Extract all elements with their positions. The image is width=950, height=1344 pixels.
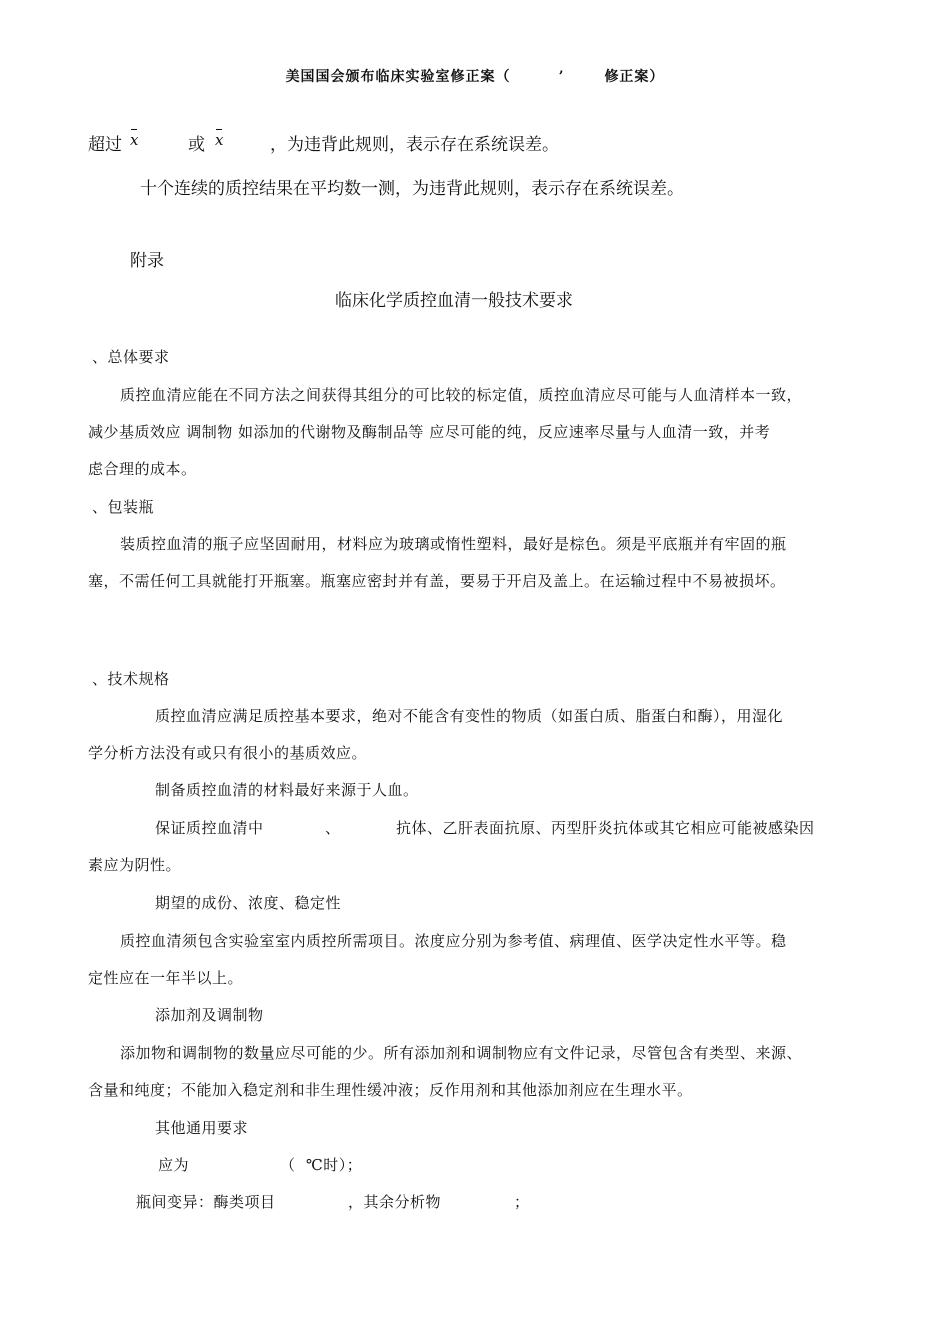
header-title: 美国国会颁布临床实验室修正案（ bbox=[285, 69, 511, 85]
x-bar-symbol-2: x bbox=[215, 131, 224, 149]
rule-line-1-prefix: 超过 bbox=[88, 135, 122, 155]
section1-line: 虑合理的成本。 bbox=[88, 460, 197, 478]
section3-p1-line: 学分析方法没有或只有很小的基质效应。 bbox=[88, 744, 368, 762]
rule-line-2: 十个连续的质控结果在平均数一测，为违背此规则，表示存在系统误差。 bbox=[140, 179, 684, 199]
section-heading-general: 、总体要求 bbox=[92, 348, 170, 366]
header-title-end: 修正案） bbox=[604, 69, 665, 85]
bullet2-text-b: ，其余分析物 bbox=[348, 1193, 442, 1211]
section3-p3-a: 保证质控血清中 bbox=[155, 819, 264, 837]
subsection-heading-general-reqs: 其他通用要求 bbox=[155, 1119, 249, 1137]
header-quote: ’ bbox=[558, 69, 565, 85]
section2-line: 装质控血清的瓶子应坚固耐用，材料应为玻璃或惰性塑料，最好是棕色。须是平底瓶并有牢固的瓶 bbox=[120, 535, 787, 553]
section1-line: 质控血清应能在不同方法之间获得其组分的可比较的标定值，质控血清应尽可能与人血清样本一致， bbox=[120, 386, 803, 404]
bullet1-text-c: ℃时）； bbox=[306, 1156, 363, 1174]
page-header bbox=[0, 66, 950, 86]
section3-p3-c: 素应为阴性。 bbox=[88, 856, 182, 874]
section3-p2: 制备质控血清的材料最好来源于人血。 bbox=[155, 781, 419, 799]
subsection-heading-components: 期望的成份、浓度、稳定性 bbox=[155, 894, 342, 912]
section1-line: 减少基质效应 调制物 如添加的代谢物及酶制品等 应尽可能的纯，反应速率尽量与人血清一致，并考 bbox=[88, 423, 771, 441]
sub1-line: 质控血清须包含实验室室内质控所需项目。浓度应分别为参考值、病理值、医学决定性水平等。稳 bbox=[120, 932, 787, 950]
section2-line: 塞，不需任何工具就能打开瓶塞。瓶塞应密封并有盖，要易于开启及盖上。在运输过程中不易被损坏。 bbox=[88, 572, 786, 590]
section3-p1-line: 质控血清应满足质控基本要求，绝对不能含有变性的物质（如蛋白质、脂蛋白和酶），用湿化 bbox=[155, 707, 784, 725]
rule-line-1-suffix: ，为违背此规则，表示存在系统误差。 bbox=[270, 135, 559, 155]
bullet1-text-a: 应为 bbox=[158, 1156, 190, 1174]
subsection-heading-additives: 添加剂及调制物 bbox=[155, 1006, 264, 1024]
x-bar-symbol-1: x bbox=[130, 131, 139, 149]
sub1-line: 定性应在一年半以上。 bbox=[88, 969, 244, 987]
section-heading-packaging: 、包装瓶 bbox=[92, 498, 155, 516]
sub2-line: 添加物和调制物的数量应尽可能的少。所有添加剂和调制物应有文件记录，尽管包含有类型、来源、 bbox=[120, 1044, 803, 1062]
appendix-title: 临床化学质控血清一般技术要求 bbox=[335, 291, 573, 311]
section3-p3-b: 抗体、乙肝表面抗原、丙型肝炎抗体或其它相应可能被感染因 bbox=[396, 819, 815, 837]
section-heading-specs: 、技术规格 bbox=[92, 670, 170, 688]
bullet1-text-b: （ bbox=[280, 1156, 296, 1174]
section3-p3-sep: 、 bbox=[325, 819, 341, 837]
rule-line-1-or: 或 bbox=[188, 135, 205, 155]
bullet2-text-c: ； bbox=[514, 1193, 530, 1211]
appendix-label: 附录 bbox=[130, 251, 164, 271]
bullet2-text-a: 瓶间变异：酶类项目 bbox=[136, 1193, 276, 1211]
sub2-line: 含量和纯度；不能加入稳定剂和非生理性缓冲液；反作用剂和其他添加剂应在生理水平。 bbox=[88, 1081, 693, 1099]
